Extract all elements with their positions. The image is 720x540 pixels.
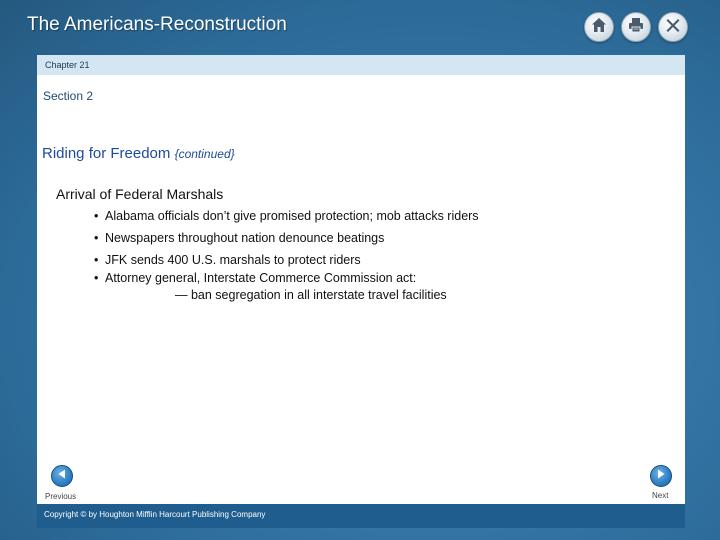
slide-title xyxy=(42,145,235,162)
print-button[interactable] xyxy=(621,12,651,42)
top-toolbar xyxy=(584,12,688,42)
bullet-item: • Newspapers throughout nation denounce beatings xyxy=(94,230,654,247)
home-icon xyxy=(590,16,608,39)
previous-label[interactable]: Previous xyxy=(45,492,77,501)
section-label: Section 2 xyxy=(43,89,94,103)
slide-title-suffix: {continued} xyxy=(174,147,235,161)
slide-title-text: Riding for Freedom xyxy=(42,145,171,162)
close-icon xyxy=(664,16,682,39)
bullet-item: • Alabama officials don’t give promised protection; mob attacks riders xyxy=(94,208,654,225)
arrow-right-icon xyxy=(655,467,667,485)
sub-point: — ban segregation in all interstate travel facilities xyxy=(175,288,447,302)
bullet-item: • Attorney general, Interstate Commerce Commission act: xyxy=(94,270,654,287)
footer-bar xyxy=(37,504,685,528)
next-button[interactable] xyxy=(650,465,672,487)
next-label[interactable]: Next xyxy=(652,491,669,500)
chapter-label: Chapter 21 xyxy=(45,60,90,70)
print-icon xyxy=(627,16,645,39)
chapter-bar xyxy=(37,55,685,75)
close-button[interactable] xyxy=(658,12,688,42)
app-title: The Americans-Reconstruction xyxy=(27,14,287,35)
arrow-left-icon xyxy=(56,467,68,485)
bullet-item: • JFK sends 400 U.S. marshals to protect riders xyxy=(94,252,654,269)
slide-content xyxy=(37,55,685,504)
bullet-list xyxy=(94,208,654,287)
copyright-text: Copyright © by Houghton Mifflin Harcourt Publishing Company xyxy=(44,510,266,519)
subheading: Arrival of Federal Marshals xyxy=(56,186,224,202)
previous-button[interactable] xyxy=(51,465,73,487)
home-button[interactable] xyxy=(584,12,614,42)
